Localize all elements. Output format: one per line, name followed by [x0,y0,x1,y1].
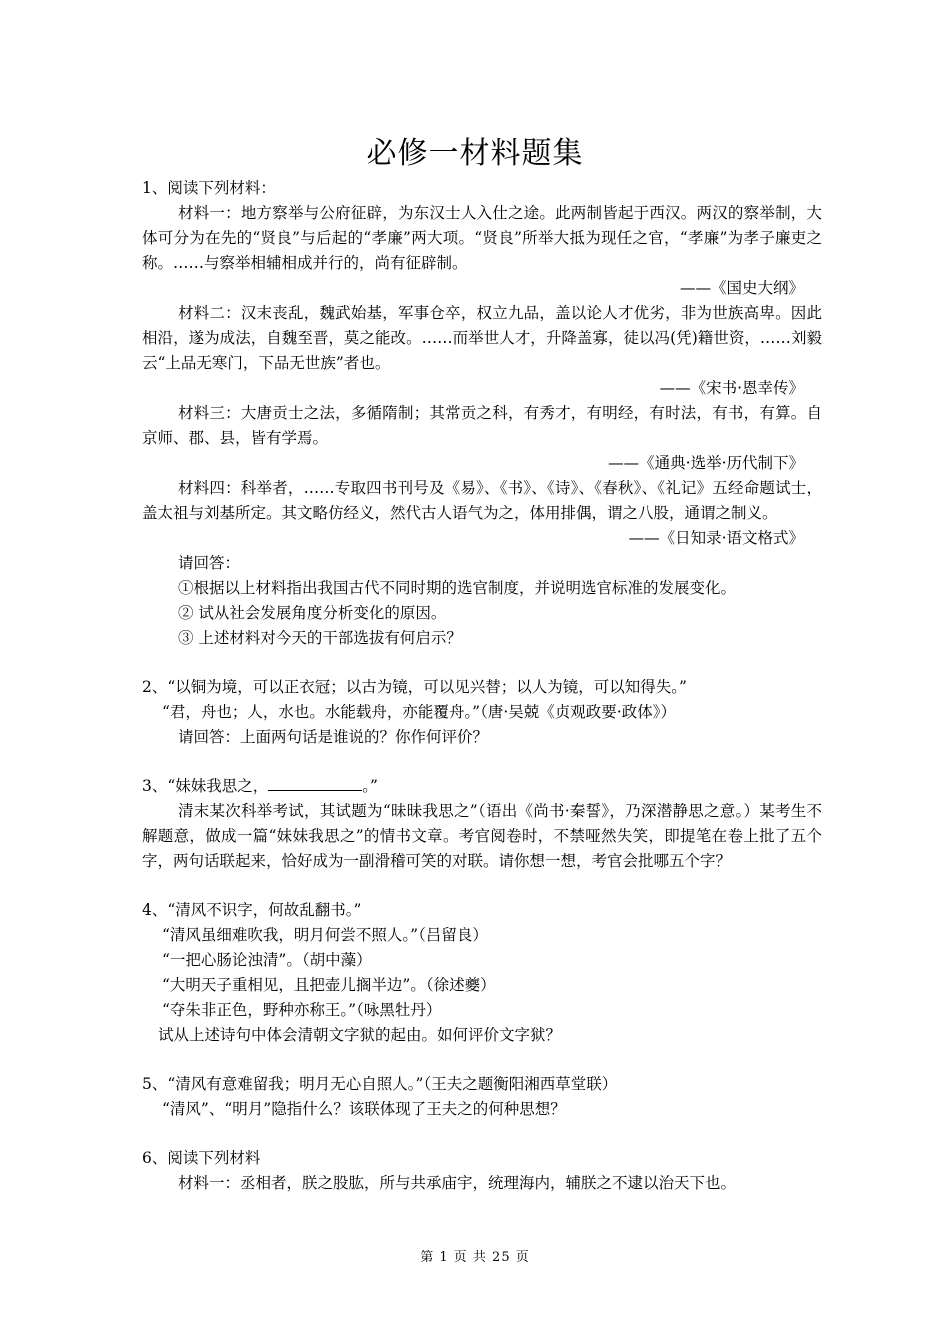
q1-ask: 请回答： [178,554,241,572]
q1-question-1: ①根据以上材料指出我国古代不同时期的选官制度，并说明选官标准的发展变化。 [178,579,737,597]
q4-line-6: 试从上述诗句中体会清朝文字狱的起由。如何评价文字狱？ [158,1026,562,1044]
q1-source-1: ——《国史大纲》 [679,279,804,297]
q3-line-1-post: 。” [362,777,378,795]
q3-line-1 [142,774,822,799]
q5-line-2: “清风”、“明月”隐指什么？该联体现了王夫之的何种思想？ [162,1100,566,1118]
q1-source-3: ——《通典·选举·历代制下》 [608,454,804,472]
q1-heading: 1、阅读下列材料： [142,179,276,197]
q3-paragraph: 清末某次科举考试，其试题为“昧昧我思之”（语出《尚书·秦誓》，乃深潜静思之意。）某考生不解题意，做成一篇“妹妹我思之”的情书文章。考官阅卷时，不禁哑然失笑，即提笔在卷上批了五个字，两句话联起来，恰好成为一副滑稽可笑的对联。请你想一想，考官会批哪五个字？ [142,802,822,870]
q1-question-2: ② 试从社会发展角度分析变化的原因。 [178,604,447,622]
q1-question-3: ③ 上述材料对今天的干部选拔有何启示？ [178,629,462,647]
q4-line-3: “一把心肠论浊清”。（胡中藻） [162,951,372,969]
fill-in-blank [268,776,362,791]
q4-line-4: “大明天子重相见，且把壶儿搁半边”。（徐述夔） [162,976,496,994]
q2-line-3: 请回答：上面两句话是谁说的？你作何评价？ [178,728,489,746]
q1-material-1: 材料一：地方察举与公府征辟，为东汉士人入仕之途。此两制皆起于西汉。两汉的察举制，大体可分为在先的“贤良”与后起的“孝廉”两大项。“贤良”所举大抵为现任之官，“孝廉”为孝子廉吏之称。……与察举相辅相成并行的，尚有征辟制。 [142,204,822,272]
q4-line-5: “夺朱非正色，野种亦称王。”（咏黑牡丹） [162,1001,442,1019]
q1-material-4: 材料四：科举者，……专取四书刊号及《易》、《书》、《诗》、《春秋》、《礼记》五经命题试士，盖太祖与刘基所定。其文略仿经义，然代古人语气为之，体用排偶，谓之八股，通谓之制义。 [142,479,822,522]
q4-line-2: “清风虽细难吹我，明月何尝不照人。”（吕留良） [162,926,488,944]
q1-source-4: ——《日知录·语文格式》 [628,529,804,547]
document-title: 必修一材料题集 [366,136,584,171]
q2-line-1: 2、“以铜为境，可以正衣冠；以古为镜，可以见兴替；以人为镜，可以知得失。” [142,678,687,696]
q1-material-2: 材料二：汉末丧乱，魏武始基，军事仓卒，权立九品，盖以论人才优劣，非为世族高卑。因此相沿，遂为成法，自魏至晋，莫之能改。……而举世人才，升降盖寡，徒以冯(凭)籍世资，……刘毅云“上品无寒门，下品无世族”者也。 [142,304,822,372]
document-body [142,176,822,1196]
q5-line-1: 5、“清风有意难留我；明月无心自照人。”（王夫之题衡阳湘西草堂联） [142,1075,618,1093]
q1-material-3: 材料三：大唐贡士之法，多循隋制；其常贡之科，有秀才，有明经，有时法，有书，有算。自京师、郡、县，皆有学焉。 [142,404,822,447]
q6-heading: 6、阅读下列材料 [142,1149,261,1167]
q1-source-2: ——《宋书·恩幸传》 [659,379,804,397]
page-footer: 第 1 页 共 25 页 [420,1250,530,1265]
q6-material-1: 材料一：丞相者，朕之股肱，所与共承庙宇，统理海内，辅朕之不逮以治天下也。 [178,1174,737,1192]
q2-line-2: “君，舟也；人，水也。水能载舟，亦能覆舟。”（唐·吴兢《贞观政要·政体》） [162,703,676,721]
q3-line-1-pre: 3、“妹妹我思之， [142,777,269,795]
q4-line-1: 4、“清风不识字，何故乱翻书。” [142,901,362,919]
